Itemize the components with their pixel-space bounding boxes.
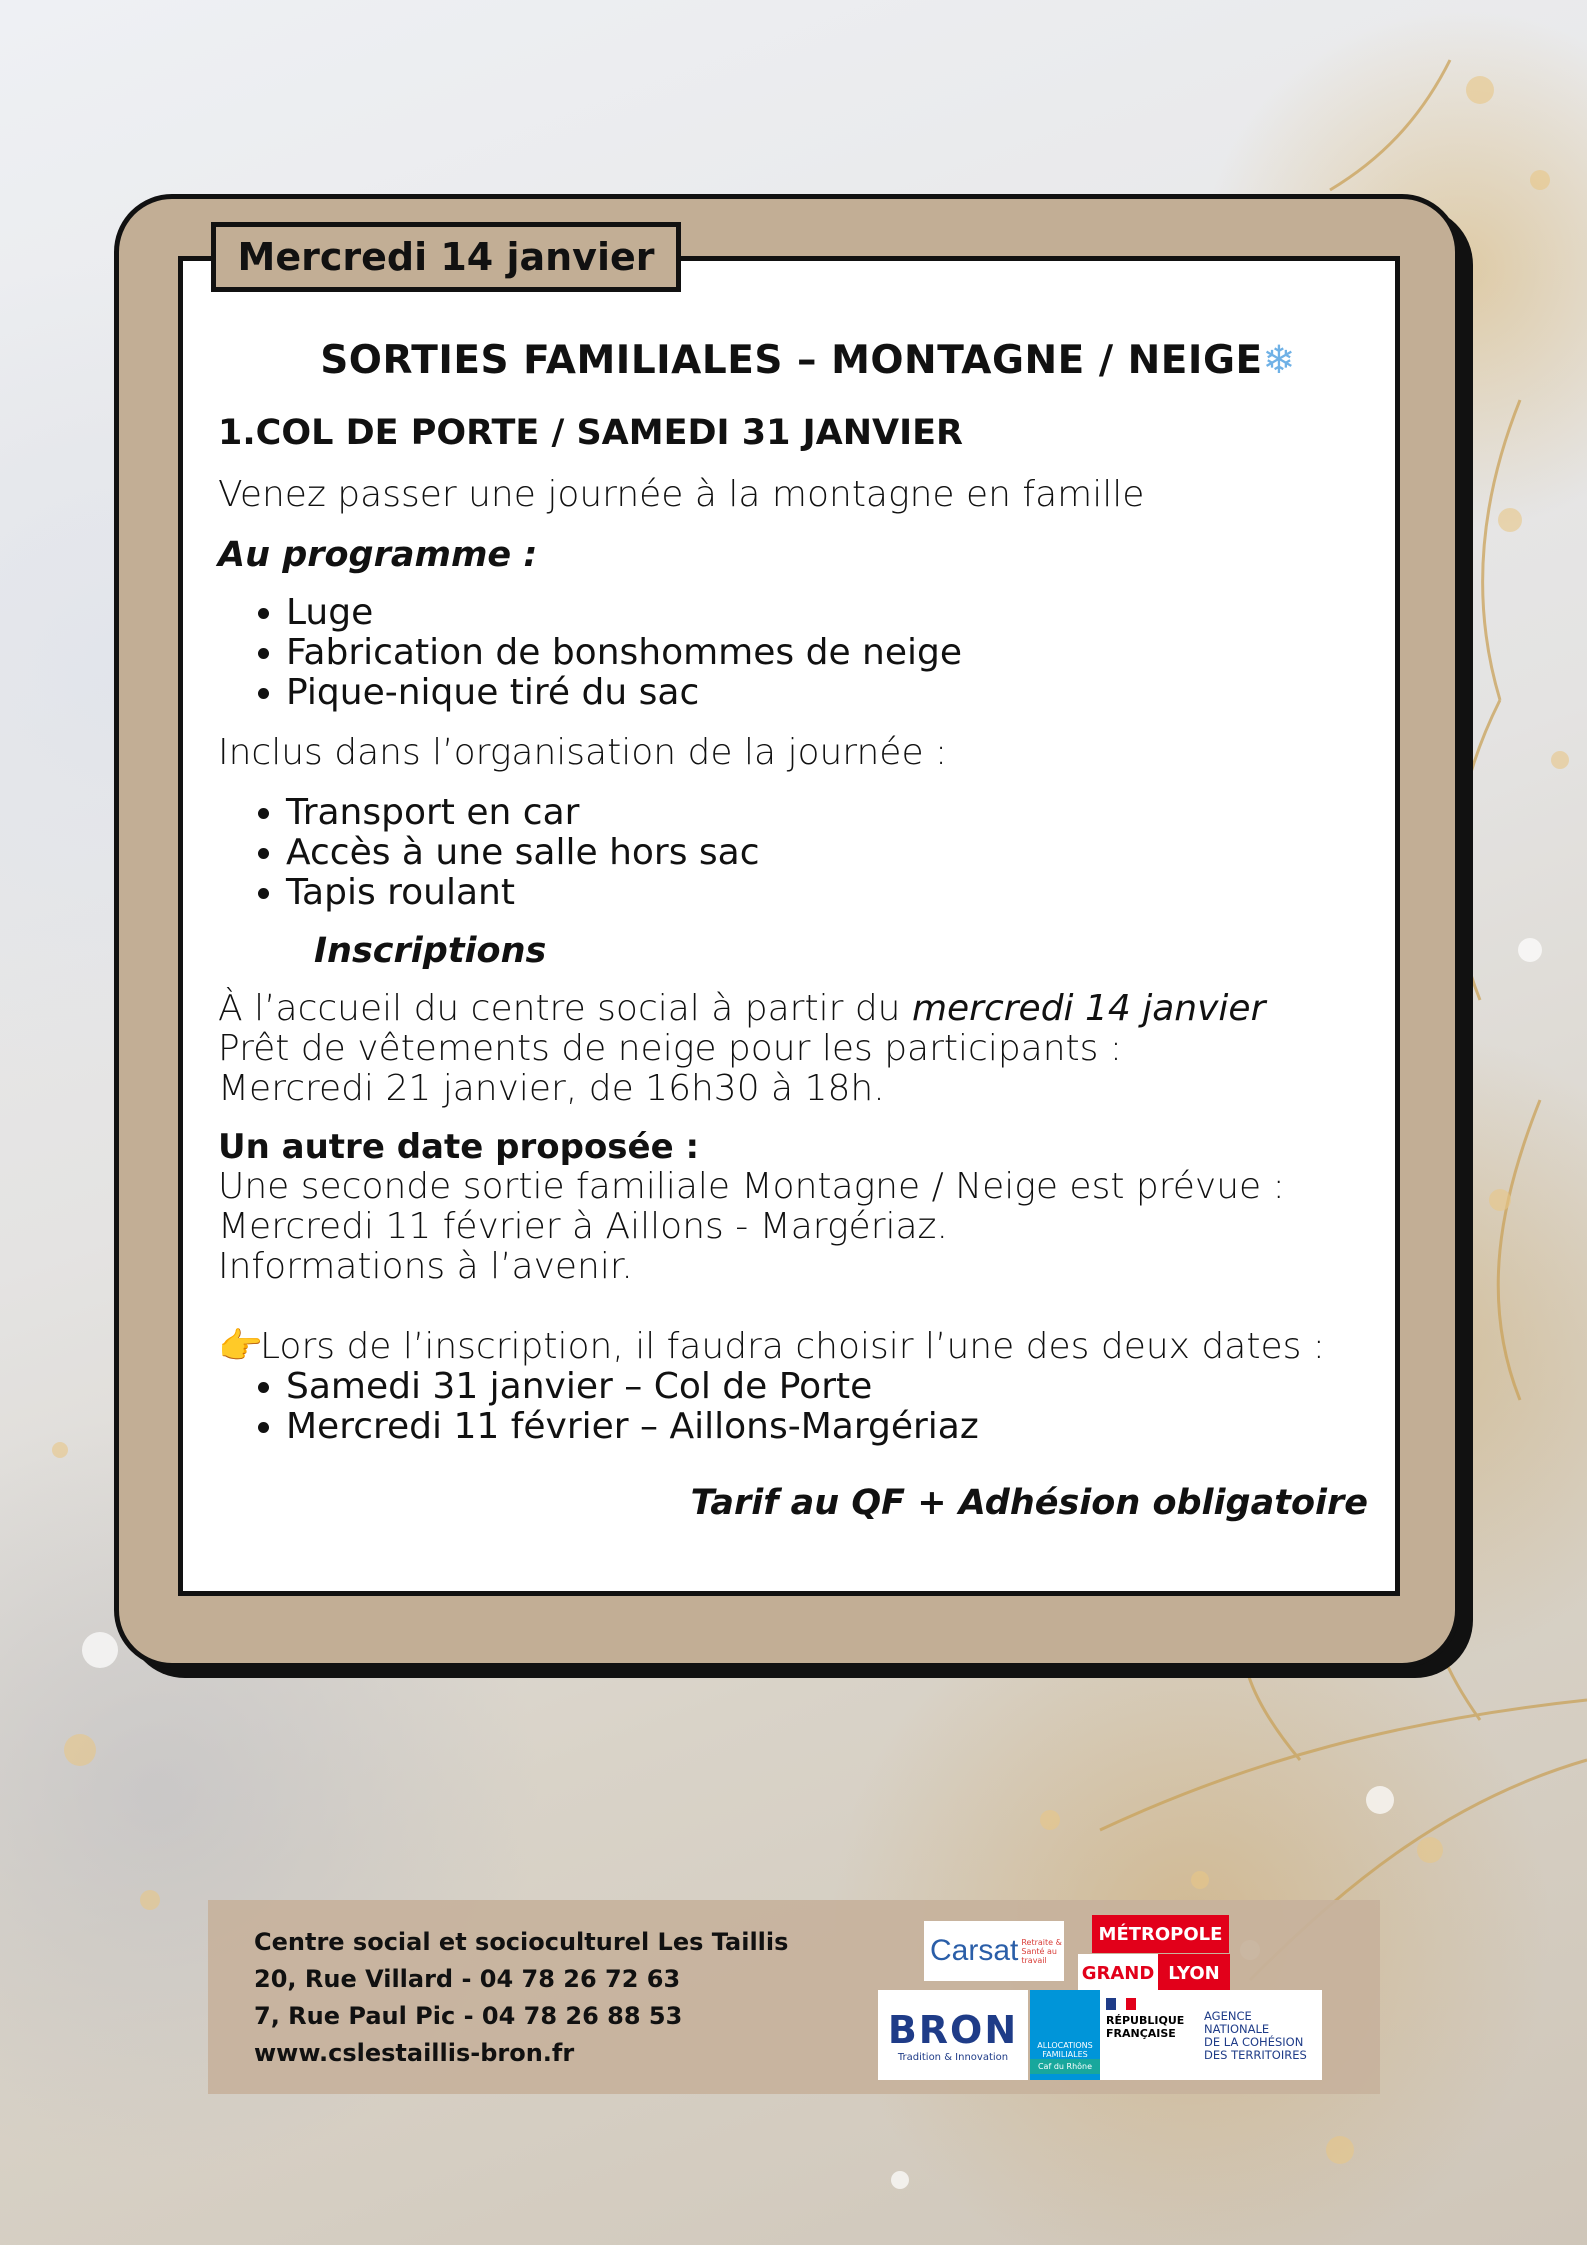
footer (208, 1900, 1380, 2094)
card-content (218, 330, 1378, 1523)
metropole-logo: MÉTROPOLE (1092, 1915, 1229, 1953)
inscriptions-prefix: À l’accueil du centre social à partir du (218, 988, 912, 1029)
programme-heading: Au programme : (218, 535, 538, 575)
included-heading: Inclus dans l’organisation de la journée : (218, 732, 948, 773)
list-item: • Accès à une salle hors sac (286, 833, 1378, 873)
choice-line (218, 1327, 1378, 1367)
tarif-text: Tarif au QF + Adhésion obligatoire (690, 1483, 1368, 1523)
carsat-logo (924, 1921, 1064, 1981)
section-heading: 1.COL DE PORTE / SAMEDI 31 JANVIER (218, 413, 963, 453)
snowflake-icon: ❄ (1262, 338, 1296, 383)
metropole-grand: GRAND (1078, 1954, 1158, 1992)
list-item: • Mercredi 11 février – Aillons-Margériaz (286, 1407, 1378, 1447)
list-item: • Tapis roulant (286, 873, 1378, 913)
inscriptions-line-2: Prêt de vêtements de neige pour les participants : (218, 1028, 1122, 1069)
caf-top: ALLOCATIONS FAMILIALES (1037, 2041, 1093, 2059)
anct-logo (1196, 1990, 1322, 2080)
bron-sub: Tradition & Innovation (897, 2051, 1009, 2063)
carsat-word: Carsat (930, 1934, 1019, 1967)
list-item: • Transport en car (286, 793, 1378, 833)
page-title (218, 338, 1378, 383)
inscriptions-line-3: Mercredi 21 janvier, de 16h30 à 18h. (218, 1068, 885, 1109)
programme-list (218, 593, 1378, 713)
date-tab: Mercredi 14 janvier (211, 222, 681, 292)
bron-word: BRON (887, 2007, 1019, 2052)
anct-line: AGENCE (1204, 2009, 1252, 2023)
caf-bottom: Caf du Rhône (1030, 2059, 1100, 2074)
inscriptions-line-1 (218, 989, 1378, 1029)
anct-line: DE LA COHÉSION (1204, 2035, 1304, 2049)
list-item: • Samedi 31 janvier – Col de Porte (286, 1367, 1378, 1407)
bron-logo (878, 1990, 1028, 2080)
intro-text: Venez passer une journée à la montagne en famille (218, 474, 1145, 515)
choice-text: Lors de l’inscription, il faudra choisir l’une des deux dates : (260, 1326, 1325, 1367)
rf-text: RÉPUBLIQUE FRANÇAISE (1106, 2014, 1185, 2040)
carsat-sub: Retraite & Santé au travail (1021, 1937, 1062, 1965)
other-date-line-3: Informations à l’avenir. (218, 1246, 633, 1287)
other-date-line-2: Mercredi 11 février à Aillons - Margériaz. (218, 1206, 948, 1247)
list-item: • Pique-nique tiré du sac (286, 673, 1378, 713)
website-link[interactable]: www.cslestaillis-bron.fr (254, 2039, 575, 2067)
republique-francaise-logo (1100, 1990, 1196, 2080)
other-date-heading: Un autre date proposée : (218, 1127, 700, 1167)
choice-list (218, 1367, 1378, 1447)
anct-line: DES TERRITOIRES (1204, 2048, 1307, 2062)
footer-contact (254, 1924, 788, 2072)
french-flag-icon (1106, 1998, 1136, 2010)
included-list (218, 793, 1378, 913)
inscriptions-date: mercredi 14 janvier (911, 988, 1266, 1029)
address-1: 20, Rue Villard - 04 78 26 72 63 (254, 1965, 681, 1993)
inscriptions-heading: Inscriptions (314, 931, 547, 971)
title-text: SORTIES FAMILIALES – MONTAGNE / NEIGE (320, 338, 1263, 383)
list-item: • Luge (286, 593, 1378, 633)
caf-logo (1030, 1990, 1100, 2080)
address-2: 7, Rue Paul Pic - 04 78 26 88 53 (254, 2002, 683, 2030)
pointing-hand-icon: 👉 (218, 1326, 263, 1367)
other-date-line-1: Une seconde sortie familiale Montagne / Neige est prévue : (218, 1166, 1285, 1207)
metropole-lyon: LYON (1158, 1954, 1230, 1992)
anct-line: NATIONALE (1204, 2022, 1270, 2036)
org-name: Centre social et socioculturel Les Taillis (254, 1928, 789, 1956)
list-item: • Fabrication de bonshommes de neige (286, 633, 1378, 673)
